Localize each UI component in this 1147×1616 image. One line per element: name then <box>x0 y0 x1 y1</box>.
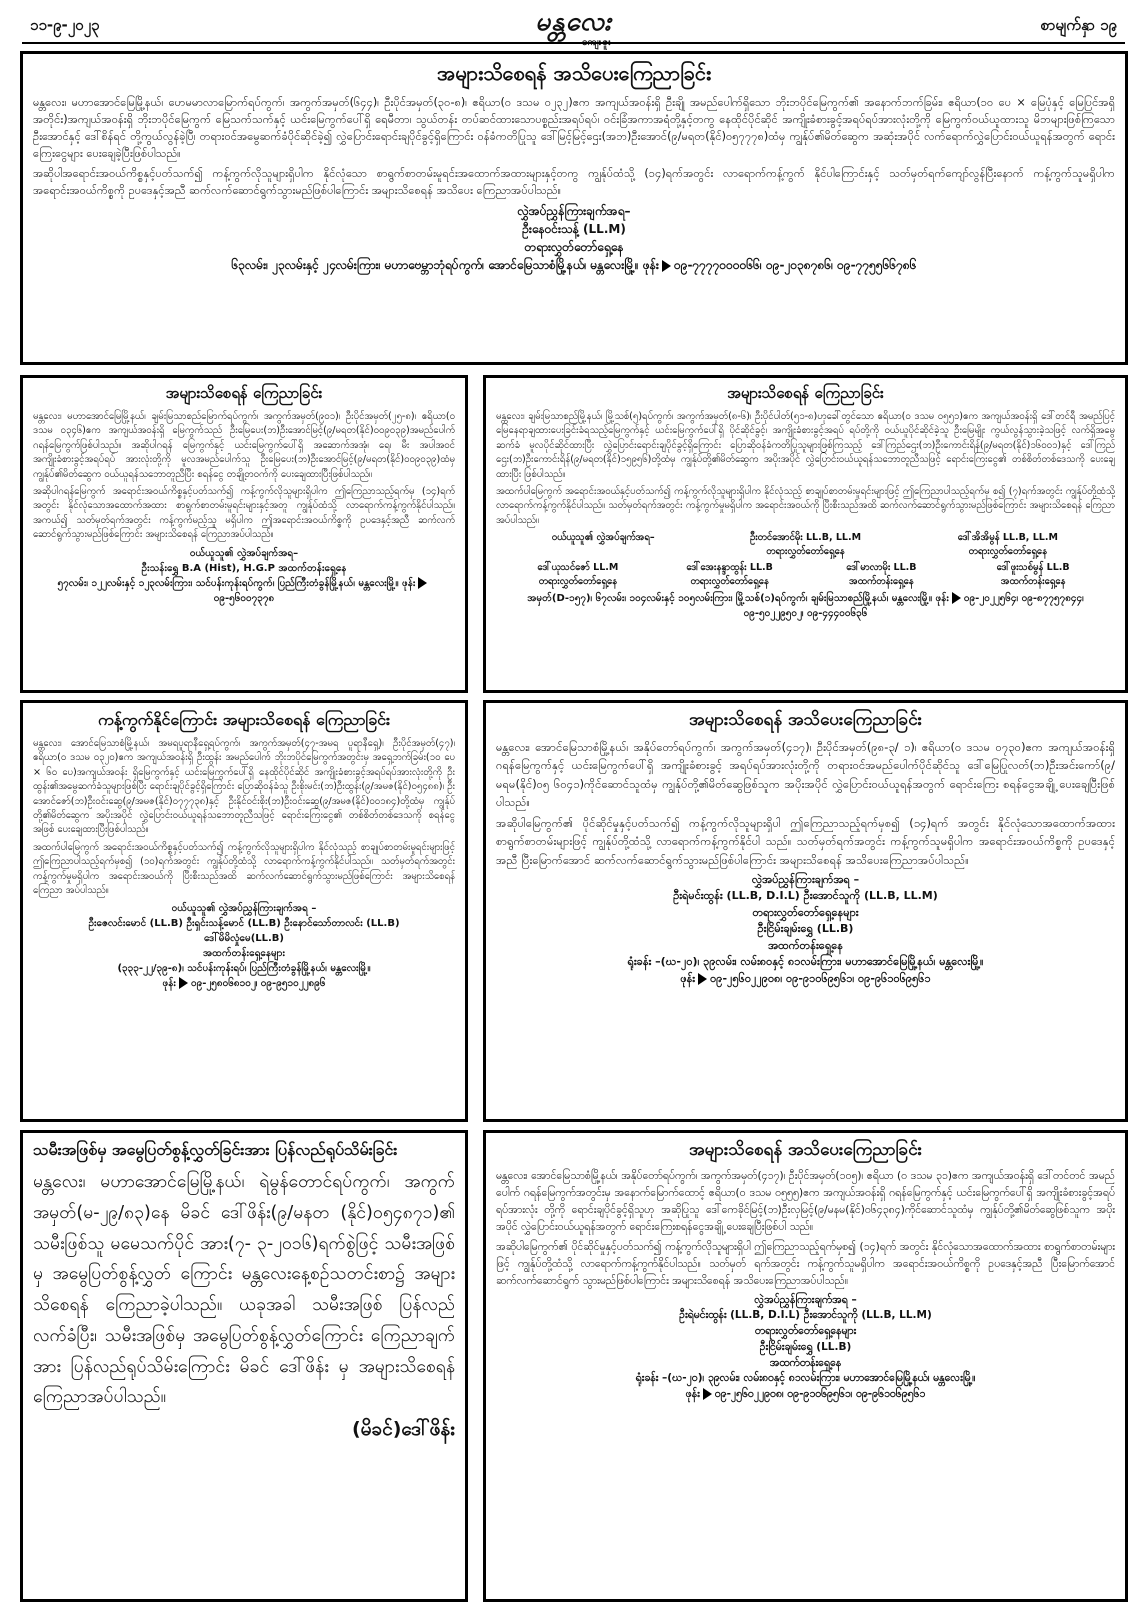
phone-line <box>496 1387 1115 1403</box>
lawyer-name: ဦးငြိမ်းချမ်းရွှေ (LL.B) <box>757 922 854 936</box>
signature-block <box>496 1293 1115 1403</box>
notice-title: သမီးအဖြစ်မှ အမွေပြတ်စွန့်လွှတ်ခြင်းအား ပြန်လည်ရုပ်သိမ်းခြင်း <box>33 1140 398 1159</box>
lawyer-entry <box>502 561 654 589</box>
signature-line: လွှဲအပ်ညွှန်ကြားချက်အရ– <box>517 204 631 219</box>
phone-numbers: ၀၉-၂၅၆၀၂၂၉၀၈၊ ၀၉-၉၁၀၆၉၅၆၁၊ ၀၉-၉၆၁၀၆၉၅၆၁ <box>714 1388 926 1401</box>
notice-7 <box>483 1130 1128 1602</box>
notice-paragraph: အထက်ပါမြေကွက် အရောင်းအဝယ်နှင့်ပတ်သက်၍ ကန့်ကွက်လိုသူများရှိပါက နိုင်လုံသည့် စာချုပ်စာတမ်းမူရင်းများဖြင့် ဤကြေညာပါသည့်ရက်မှ စ၍ (၇)ရက်အတွင်း ကျွန်ုပ်တို့ထံသို့ လာရောက်ကန့်ကွက်နိုင်ပါသည်။ သတ်မှတ်ရက်အတွင်း ကန့်ကွက်မှုမရှိပါက အရောင်းအဝယ်ကို ပြီးစီးသည်အထိ ဆက်လက်ဆောင်ရွက်သွားမည်ဖြစ်ကြောင်း အများသိစေရန် ကြေညာအပ်ပါသည်။ <box>496 485 1115 526</box>
address: ၅၇လမ်း၊ ၁၂၂လမ်းနှင့် ၁၂၃လမ်းကြား၊ သင်ပန်းကုန်းရပ်ကွက်၊ ပြည်ကြီးတံခွန်မြို့နယ်၊ မန္တလေးမြို့။ ဖုန်း <box>57 577 416 589</box>
lawyer-title: အထက်တန်းရှေ့နေများ <box>202 948 285 960</box>
lawyer-title: အထက်တန်းရှေ့နေ <box>769 1356 842 1369</box>
notice-paragraph: မန္တလေး၊ မဟာအောင်မြေမြို့နယ်၊ ဟေမမာလာမြောက်ရပ်ကွက်၊ အကွက်အမှတ်(၆၄၄)၊ ဦးပိုင်အမှတ်(၃၀-၈)၊ ဧရိယာ(၀ ဒသမ ၀၂၃၂)ဧက အကျယ်အဝန်းရှိ ဦးချို အမည်ပေါက်ရှိသော ဘိုးဘပိုင်မြေကွက်၏ အနောက်ဘက်ခြမ်း၊ ဧရိယာ(၁၀ ပေ × မြေပုံနှင့် မြေပြင်အရှိအတိုင်း)အကျယ်အဝန်းရှိ ဘိုးဘပိုင်မြေကွက် မြေသက်သက်နှင့် ယင်းမြေကွက်ပေါ်ရှိ ရေမီတာ၊ သွယ်တန်း တပ်ဆင်ထားသောပစ္စည်းအရပ်ရပ်၊ ဝင်းခြံအကာအရံတို့နှင့်တကွ နေထိုင်ပိုင်ဆိုင် အကျိုးခံစားခွင့်အရပ်ရပ်အားလုံးတို့ကို မြေကွက်ဝယ်ယူထားသူ မိဘများဖြစ်ကြသော ဦးအောင်နှင့် ဒေါ်စိန်ရင် တို့ကွယ်လွန်ခဲ့ပြီ၊ တရားဝင်အမွေဆက်ခံပိုင်ဆိုင်ခဲ့၍ လွှဲပြောင်းရောင်းချပိုင်ခွင့်ရှိကြောင်း ဝန်ခံကတိပြုသူ ဒေါ်မြင့်မြင့်ဌေး(အဘ)ဦးအောင်(၉/မရတ(နိုင်)၀၅၇၇၇၈)ထံမှ ကျွန်ုပ်၏မိတ်ဆွေက အဆုံးအပိုင် လက်ရောက်လွှဲပြောင်းဝယ်ယူရန်အတွက် ရောင်းကြေးငွေများ ပေးချေခဲ့ပြီးဖြစ်ပါသည်။ <box>33 96 1115 161</box>
lawyer-entry <box>806 561 958 589</box>
signature-line: ဝယ်ယူသူ၏ လွှဲအပ်ညွှန်ကြားချက်အရ – <box>171 903 317 915</box>
lawyer-name: ဒေါ်မာလာမိုး LL.B <box>846 562 917 574</box>
lawyer-name: ဦးငြိမ်းချမ်းရွှေ (LL.B) <box>759 1340 852 1353</box>
notice-paragraph: မန္တလေး၊ အောင်မြေသာစံမြို့နယ်၊ အနိုပ်တော်ရပ်ကွက်၊ အကွက်အမှတ်(၄၁၇)၊ ဦးပိုင်အမှတ်(၁၀၅)၊ ဧရိယာ (၀ ဒသမ ၃၁)ဧက အကျယ်အဝန်းရှိ ဒေါ်တင်တင် အမည်ပေါက် ဂရန်မြေကွက်အတွင်းမှ အနောက်မြောက်ထောင့် ဧရိယာ(၀ ဒသမ ၀၅၅၅)ဧက အကျယ်အဝန်းရှိ ဂရန်မြေကွက်နှင့် ယင်းမြေကွက်ပေါ်ရှိ အကျိုးခံစားခွင့်အရပ်ရပ်အားလုံး တို့ကို ရောင်းချပိုင်ခွင့်ရှိသူဟု အဆိုပြုသူ ဒေါ်ကေခိုင်မြင့်(ဘ)ဦးလှမြင့်(၉/မနမ(နိုင်)၀၆၄၃၈၄)ကိုင်ဆောင်သူထံမှ ကျွန်ုပ်တို့၏မိတ်ဆွေဖြစ်သူက အပိုးအပိုင် လွှဲပြောင်းဝယ်ယူရန်အတွက် ရောင်းကြေးစရန်ငွေအချို့ ပေးချေပြီးဖြစ်ပါ သည်။ <box>496 1170 1115 1233</box>
notice-5 <box>483 700 1128 1122</box>
lawyer-names: ဦးရဲမင်းထွန်း (LL.B, D.I.L) ဦးအောင်သူကို (LL.B, LL.M) <box>673 889 938 903</box>
lawyer-title: အထက်တန်းရှေ့နေ <box>849 576 914 588</box>
logo-text: မန္တလေး <box>535 7 612 37</box>
notice-paragraph: မန္တလေး၊ မဟာအောင်မြေမြို့နယ်၊ ချမ်းမြသာစည်မြောက်ရပ်ကွက်၊ အကွက်အမှတ်(၉၀၁)၊ ဦးပိုင်အမှတ်(၂၅-၈)၊ ဧရိယာ(၀ ဒသမ ၀၃၄၆)ဧက အကျယ်အဝန်းရှိ မြေကွက်သည် ဦးမြေပေး(ဘ)ဦးအောင်မြင့်(၉/မရတ(နိုင်)၀၀၉၀၃၉)အမည်ပေါက် ဂရန်မြေကွက်ဖြစ်ပါသည်။ အဆိုပါဂရန် မြေကွက်နှင့် ယင်းမြေကွက်ပေါ်ရှိ အဆောက်အအုံ၊ ရေ၊ မီး အပါအဝင် အကျိုးခံစားခွင့်အရပ်ရပ် အားလုံးတို့ကို မူလအမည်ပေါက်သူ ဦးမြေပေး(ဘ)ဦးအောင်မြင့်(၉/မရတ(နိုင်)၀၀၉၀၃၉)ထံမှ ကျွန်ုပ်၏မိတ်ဆွေက ဝယ်ယူရန်သဘောတူညီပြီး စရန်ငွေ တချို့တဝက်ကို ပေးချေထားပြီးဖြစ်ပါသည်။ <box>33 411 455 480</box>
signature-block <box>496 872 1115 988</box>
address-line <box>33 256 1115 274</box>
lawyer-entry <box>654 561 806 589</box>
address: ရုံးခန်း –(ဃ-၂၀)၊ ၃၉လမ်း၊ လမ်း၈၀နှင့် ၈၁လမ်းကြား၊ မဟာအောင်မြေမြို့နယ်၊ မန္တလေးမြို့။ <box>627 955 984 969</box>
phone-numbers: ၀၉-၂၀၂၂၅၆၄၊ ၀၉-၈၇၇၅၇၈၄၄၊ ၀၉-၅၀၂၂၉၅၀၂၊ ၀၉-၄၄၄၀၀၆၃၆ <box>743 593 1084 620</box>
notice-1 <box>20 51 1128 365</box>
lawyer-name: ဒေါ်အိအိမွန် LL.B, LL.M <box>957 532 1058 544</box>
notice-paragraph: အဆိုပါဂရန်မြေကွက် အရောင်းအဝယ်ကိစ္စနှင့်ပတ်သက်၍ ကန့်ကွက်လိုသူများရှိပါက ဤကြေညာသည့်ရက်မှ (၁၄)ရက်အတွင်း နိုင်လုံသောအထောက်အထား စာရွက်စာတမ်းမူရင်းများနှင့်အတူ ကျွန်ုပ်ထံသို့ လာရောက်ကန့်ကွက်နိုင်ပါသည်။ အကယ်၍ သတ်မှတ်ရက်အတွင်း ကန့်ကွက်မည့်သူ မရှိပါက ဤအရောင်းအဝယ်ကိစ္စကို ဥပဒေနှင့်အညီ ဆက်လက်ဆောင်ရွက်သွားမည်ဖြစ်ကြောင်း အများသိစေရန် ကြေညာအပ်ပါသည်။ <box>33 485 455 541</box>
lawyer-row <box>502 531 1109 559</box>
lawyer-name: ဦးတင်အောင်မိုး LL.B, LL.M <box>749 532 862 544</box>
lawyer-title: အထက်တန်းရှေ့နေ <box>1000 576 1066 588</box>
lawyer-title: တရားလွှတ်တော်ရှေ့နေ <box>538 576 618 588</box>
signature-block <box>33 901 455 991</box>
lawyer-name: ဦးသန်းရွှေ B.A (Hist), H.G.P အထက်တန်းရှေ့နေ <box>141 562 347 574</box>
lawyer-name: ဒေါ်မိမိလှုံမေ(LL.B) <box>203 933 284 945</box>
notice-paragraph: အဆိုပါမြေကွက်၏ ပိုင်ဆိုင်မှုနှင့်ပတ်သက်၍ ကန့်ကွက်လိုသူများရှိပါ ဤကြေညာသည့်ရက်မှစ၍ (၁၄)ရက် အတွင်း နိုင်လုံသောအထောက်အထား စာရွက်စာတမ်းများဖြင့် ကျွန်ုပ်တို့ထံသို့ လာရောက်ကန့်ကွက်နိုင်ပါသည်။ သတ်မှတ် ရက်အတွင်း ကန့်ကွက်သူမရှိပါက အရောင်းအဝယ်ကိစ္စကို ဥပဒေနှင့်အညီ ပြီးမြောက်အောင် ဆက်လက်ဆောင်ရွက် သွားမည်ဖြစ်ပါကြောင်း အများသိစေရန် အသိပေးကြေညာအပ်ပါသည်။ <box>496 1240 1115 1287</box>
lawyer-title: တရားလွှတ်တော်ရှေ့နေများ <box>754 1325 857 1338</box>
signature-line: ဝယ်ယူသူ၏ လွှဲအပ်ချက်အရ– <box>189 547 299 559</box>
page-header <box>22 4 1125 46</box>
address: ရုံးခန်း –(ဃ-၂၀)၊ ၃၉လမ်း၊ လမ်း၈၀နှင့် ၈၁လမ်းကြား၊ မဟာအောင်မြေမြို့နယ်၊ မန္တလေးမြို့။ <box>635 1372 976 1385</box>
address: (၃၃၃-၂၂/၃၉-၈)၊ သင်ပန်းကုန်းရပ်၊ ပြည်ကြီးတံခွန်မြို့နယ်၊ မန္တလေးမြို့။ <box>117 963 371 975</box>
phone-arrow-icon <box>703 1388 712 1400</box>
lawyer-names: ဦးဇေလင်းမောင် (LL.B) ဦးရှင်းသန့်မောင် (LL.B) ဦးနောင်သော်တာလင်း (LL.B) <box>88 918 400 930</box>
notice-2 <box>20 375 468 693</box>
header-rule <box>22 42 1125 44</box>
notice-6 <box>20 1130 468 1602</box>
phone-label: ဖုန်း <box>162 978 176 990</box>
phone-numbers: ၀၉-၅၆၀၀၇၃၇၈ <box>213 592 275 604</box>
phone-line <box>33 976 455 991</box>
phone-arrow-icon <box>179 977 188 989</box>
notice-paragraph: မန္တလေး၊ အောင်မြေသာစံမြို့နယ်၊ အနိုပ်တော်ရပ်ကွက်၊ အကွက်အမှတ်(၄၁၇)၊ ဦးပိုင်အမှတ်(၉၈-၃/ ၁)၊ ဧရိယာ(၀ ဒသမ ၀၇၃၀)ဧက အကျယ်အဝန်းရှိ ဂရန်မြေကွက်နှင့် ယင်းမြေကွက်ပေါ်ရှိ အကျိုးခံစားခွင့် အရပ်ရပ်အားလုံးတို့ကို တရားဝင်အမည်ပေါက်ပိုင်ဆိုင်သူ ဒေါ်မြေပြုလတ်(ဘ)ဦးအင်းကော်(၉/မရမ(နိုင်)၀၅ ၆၀၄၁)ကိုင်ဆောင်သူထံမှ ကျွန်ုပ်တို့၏မိတ်ဆွေဖြစ်သူက အပိုးအပိုင် လွှဲပြောင်းဝယ်ယူရန်အတွက် ရောင်းကြေး စရန်ငွေအချို့ ပေးချေပြီးဖြစ်ပါသည်။ <box>496 740 1115 809</box>
page-number: စာမျက်နှာ ၁၉ <box>1040 16 1117 34</box>
notice-paragraph: မန္တလေး၊ ချမ်းမြသာစည်မြို့နယ်၊ မြို့သစ်(၅)ရပ်ကွက်၊ အကွက်အမှတ်(၈-၆)၊ ဦးပိုင်ပါတ်(၅၁-၈)ဟုခေါ်တွင်သော ဧရိယာ(၀ ဒသမ ၀၅၅၁)ဧက အကျယ်အဝန်းရှိ ဒေါ်တင်ရီ အမည်ပြင့် မြေနေရာချထားပေးခြင်းခံရသည့်မြေကွက်နှင့် ယင်းမြေကွက်ပေါ်ရှိ ပိုင်ဆိုင်ခွင့်၊ အကျိုးခံစားခွင့်အရပ် ရပ်တို့ကို ဝယ်ယူပိုင်ဆိုင်ခဲ့သူ ဦးမြေမျိုး ကွယ်လွန်သွားခဲ့သဖြင့် လက်ရှိအမွေဆက်ခံ မူလပိုင်ဆိုင်ထားပြီး လွှဲပြောင်းရောင်းချပိုင်ခွင့်ရှိကြောင်း ပြောဆိုဝန်ခံကတိပြုသူများဖြစ်ကြသည့် ဒေါ်ကြည်ဌေး(ဘ)ဦးကောင်းရိန်(၉/မရတ(နိုင်)၁၆၀၀၁)နှင့် ဒေါ်ကြည်ဌေး(ဘ)ဦးကောင်းရိန်(၉/မရတ(နိုင်)၁၅၉၅၆)တို့ထံမှ ကျွန်ုပ်တို့၏မိတ်ဆွေက အပိုးအပိုင် လွှဲပြောင်းဝယ်ယူရန်သဘောတူညီသဖြင့် ရောင်းကြေးငွေ၏ တစ်စိတ်တစ်ဒေသကို ပေးချေထားပြီး ဖြစ်ပါသည်။ <box>496 411 1115 480</box>
notice-paragraph: အထက်ပါမြေကွက် အရောင်းအဝယ်ကိစ္စနှင့်ပတ်သက်၍ ကန့်ကွက်လိုသူများရှိပါက နိုင်လုံသည့် စာချုပ်စာတမ်းမူရင်းများဖြင့် ဤကြေညာပါသည့်ရက်မှစ၍ (၁၀)ရက်အတွင်း ကျွန်ုပ်တို့ထံသို့ လာရောက်ကန့်ကွက်နိုင်ပါသည်။ သတ်မှတ်ရက်အတွင်း ကန့်ကွက်မှုမရှိပါက အရောင်းအဝယ်ကို ပြီးစီးသည်အထိ ဆက်လက်ဆောင်ရွက်သွားမည်ဖြစ်ကြောင်း အများသိစေရန် ကြေညာ အပ်ပါသည်။ <box>33 841 455 896</box>
lawyer-title: တရားလွှတ်တော်ရှေ့နေ <box>968 546 1047 558</box>
phone-numbers: ၀၉-၂၅၈၀၆၈၁၀၂၊ ၀၉-၉၅၁၀၂၂၈၉၆ <box>190 978 326 990</box>
notice-title: အများသိစေရန် အသိပေးကြေညာခြင်း <box>689 1140 922 1160</box>
lawyer-name: ဦးနေဝင်းသန့် (LL.M) <box>522 222 626 237</box>
lawyer-names: ဦးရဲမင်းထွန်း (LL.B, D.I.L) ဦးအောင်သူကို (LL.B, LL.M) <box>679 1309 932 1322</box>
lawyer-entry <box>957 561 1109 589</box>
phone-label: ဖုန်း <box>680 971 696 985</box>
lawyer-entry <box>907 531 1109 559</box>
notice-title: ကန့်ကွက်နိုင်ကြောင်း အများသိစေရန် ကြေညာခြင်း <box>97 710 391 729</box>
address-line <box>496 591 1115 621</box>
lawyer-name: ဒေါ်ယုသင်ဇော် LL.M <box>537 562 619 574</box>
logo-subtext: ကျေးဇူး <box>581 37 612 48</box>
lawyer-title: အထက်တန်းရှေ့နေ <box>768 938 843 952</box>
phone-numbers: ၀၉-၂၅၆၀၂၂၉၀၈၊ ၀၉-၉၁၀၆၉၅၆၁၊ ၀၉-၉၆၁၀၆၉၅၆၁ <box>710 971 931 985</box>
lawyer-name: ဒေါ်ဖူးသစ်မွန် LL.B <box>996 562 1070 574</box>
notice-paragraph: အဆိုပါအရောင်းအဝယ်ကိစ္စနှင့်ပတ်သက်၍ ကန့်ကွက်လိုသူများရှိပါက နိုင်လုံသော စာရွက်စာတမ်းမူရင်းအထောက်အထားများနှင့်တကွ ကျွန်ုပ်ထံသို့ (၁၄)ရက်အတွင်း လာရောက်ကန့်ကွက် နိုင်ပါကြောင်းနှင့် သတ်မှတ်ရက်ကျော်လွန်ပြီးနောက် ကန့်ကွက်သူမရှိပါက အရောင်းအဝယ်ကိစ္စကို ဥပဒေနှင့်အညီ ဆက်လက်ဆောင်ရွက်သွားမည်ဖြစ်ပါကြောင်း အများသိစေရန် အသိပေး ကြေညာအပ်ပါသည်။ <box>33 167 1115 198</box>
phone-label: ဖုန်း <box>685 1388 700 1401</box>
notice-title: အများသိစေရန် ကြေညာခြင်း <box>727 384 884 402</box>
notice-paragraph: မန္တလေး၊ မဟာအောင်မြေမြို့နယ်၊ ရဲမွန်တောင်ရပ်ကွက်၊ အကွက်အမှတ်(မ-၂၉/၈၃)နေ မိခင် ဒေါ်ဖိန်း(၉/မနတ (နိုင်)၀၅၄၈၇၁)၏ သမီးဖြစ်သူ မမေသက်ပိုင် အား(၇- ၃-၂၀၁၆)ရက်စွဲဖြင့် သမီးအဖြစ်မှ အမွေပြတ်စွန့်လွှတ် ကြောင်း မန္တလေးနေ့စဉ်သတင်းစာ၌ အများသိစေရန် ကြေညာခဲ့ပါသည်။ ယခုအခါ သမီးအဖြစ် ပြန်လည် လက်ခံပြီး၊ သမီးအဖြစ်မှ အမွေပြတ်စွန့်လွှတ်ကြောင်း ကြေညာချက်အား ပြန်လည်ရုပ်သိမ်းကြောင်း မိခင် ဒေါ်ဖိန်း မှ အများသိစေရန် ကြေညာအပ်ပါသည်။ <box>33 1172 455 1408</box>
notice-title: အများသိစေရန် အသိပေးကြေညာခြင်း <box>436 61 712 85</box>
signature-block <box>33 546 455 606</box>
signature-line: လွှဲအပ်ညွှန်ကြားချက်အရ – <box>754 1293 857 1306</box>
notice-paragraph: အဆိုပါမြေကွက်၏ ပိုင်ဆိုင်မှုနှင့်ပတ်သက်၍ ကန့်ကွက်လိုသူများရှိပါ ဤကြေညာသည့်ရက်မှစ၍ (၁၄)ရက် အတွင်း နိုင်လုံသောအထောက်အထား စာရွက်စာတမ်းများဖြင့် ကျွန်ုပ်တို့ထံသို့ လာရောက်ကန့်ကွက်နိုင်ပါ သည်။ သတ်မှတ်ရက်အတွင်း ကန့်ကွက်သူမရှိပါက အရောင်းအဝယ်ကိစ္စကို ဥပဒေနှင့်အညီ ပြီးမြောက်အောင် ဆက်လက်ဆောင်ရွက်သွားမည်ဖြစ်ပါကြောင်း အများသိစေရန် အသိပေးကြေညာအပ်ပါသည်။ <box>496 816 1115 867</box>
phone-line <box>496 971 1115 988</box>
notice-3 <box>483 375 1128 693</box>
phone-numbers: ၀၉-၇၇၇၇၀၀၀၀၆၆၊ ၀၉-၂၀၃၈၇၈၆၊ ၀၉-၇၇၅၅၆၆၇၈၆ <box>673 258 917 273</box>
phone-arrow-icon <box>698 973 707 985</box>
signature-line: လွှဲအပ်ညွှန်ကြားချက်အရ – <box>751 872 860 886</box>
notice-title: အများသိစေရန် အသိပေးကြေညာခြင်း <box>689 710 922 730</box>
lawyer-name: ဒေါ်အေးနန္ဒာထွန်း LL.B <box>686 562 773 574</box>
notice-signer: (မိခင်)ဒေါ်ဖိန်း <box>351 1418 455 1441</box>
notice-title: အများသိစေရန် ကြေညာခြင်း <box>165 384 323 402</box>
address: ၆၃လမ်း၊ ၂၃လမ်းနှင့် ၂၄လမ်းကြား၊ မဟာဗေမ္ဘာဘုံရပ်ကွက်၊ အောင်မြေသာစံမြို့နယ်၊ မန္တလေးမြို့။ ဖုန်း <box>231 258 659 273</box>
lawyer-entry <box>704 531 906 559</box>
address-line <box>33 576 455 606</box>
phone-arrow-icon <box>418 577 427 589</box>
signature-line: ဝယ်ယူသူ၏ လွှဲအပ်ချက်အရ– <box>551 532 655 544</box>
lawyer-row <box>502 561 1109 589</box>
lawyer-title: တရားလွှတ်တော်ရှေ့နေ <box>524 240 624 255</box>
issue-date: ၁၁-၉-၂၀၂၃ <box>30 16 100 34</box>
lawyer-title: တရားလွှတ်တော်ရှေ့နေ <box>690 576 769 588</box>
notice-4 <box>20 700 468 1122</box>
notice-paragraph: မန္တလေး၊ အောင်မြေသာစံမြို့နယ်၊ အမရပူရာနီရှေ့ရပ်ကွက်၊ အကွက်အမှတ်(၄၇-အမရ ပူရာနီရှေ့)၊ ဦးပိုင်အမှတ်(၄၇)၊ ဧရိယာ(၀ ဒသမ ၀၃၂၀)ဧက အကျယ်အဝန်းရှိ ဦးထွန်း အမည်ပေါက် ဘိုးဘပိုင်မြေကွက်အတွင်းမှ အရှေ့ဘက်ခြမ်း(၁၀ ပေ × ၆၀ ပေ)အကျယ်အဝန်း ရှိမြေကွက်နှင့် ယင်းမြေကွက်ပေါ်ရှိ နေထိုင်ပိုင်ဆိုင် အကျိုးခံစားခွင့်အရပ်ရပ်အားလုံးတို့ကို ဦးထွန်း၏အမွေဆက်ခံသူများဖြစ်ပြီး ရောင်းချပိုင်ခွင့်ရှိကြောင်း ပြောဆိုဝန်ခံသူ ဦးစိုးမင်း(ဘ)ဦးထွန်း(၉/အမဇ(နိုင်)၀၅၄၈၈)၊ ဦးအောင်ဇော်(ဘ)ဦးဝင်းဆွေ(၉/အမဇ(နိုင်)၀၇၇၇၃၈)နှင့် ဦးနိုင်ဝင်းစိုး(ဘ)ဦးဝင်းဆွေ(၉/အမဇ(နိုင်)၀၀၁၈၄)တို့ထံမှ ကျွန်ုပ်တို့၏မိတ်ဆွေက အပိုးအပိုင် လွှဲပြောင်းဝယ်ယူရန်သဘောတူညီသဖြင့် ရောင်းကြေးငွေ၏ တစ်စိတ်တစ်ဒေသကို စရန်ငွေအဖြစ် ပေးချေထားပြီးဖြစ်ပါသည်။ <box>33 738 455 836</box>
address: အမှတ်(D-၁၅၇)၊ ၆၇လမ်း၊ ၁၀၄လမ်းနှင့် ၁၀၅လမ်းကြား၊ မြို့သစ်(၁)ရပ်ကွက်၊ ချမ်းမြသာစည်မြို့နယ်၊ မန္တလေးမြို့။ ဖုန်း <box>527 593 949 605</box>
phone-arrow-icon <box>952 592 961 604</box>
lawyer-title: တရားလွှတ်တော်ရှေ့နေ <box>766 546 845 558</box>
lawyer-title: တရားလွှတ်တော်ရှေ့နေများ <box>752 905 859 919</box>
signature-block <box>33 202 1115 274</box>
phone-arrow-icon <box>662 260 671 272</box>
